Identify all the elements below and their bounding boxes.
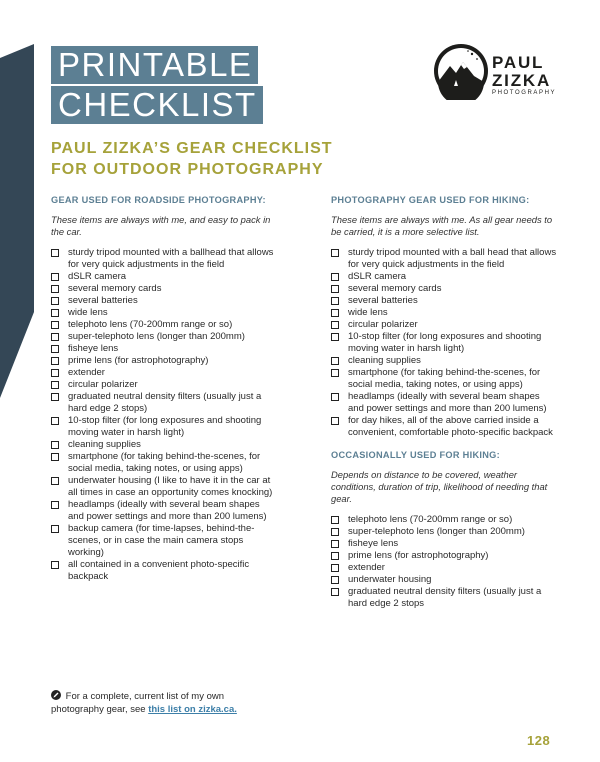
checklist-item-label: telephoto lens (70-200mm range or so) <box>348 514 513 525</box>
checkbox-icon[interactable] <box>51 501 59 509</box>
checklist-item <box>331 307 557 319</box>
checklist-item <box>51 523 277 559</box>
checklist-item <box>51 415 277 439</box>
checklist-item-label: smartphone (for taking behind-the-scenes, for social media, taking notes, or using apps) <box>348 367 541 390</box>
checkbox-icon[interactable] <box>51 453 59 461</box>
checklist-item <box>331 367 557 391</box>
checklist-item <box>331 562 557 574</box>
checklist-item <box>51 367 277 379</box>
checklist-item <box>51 559 277 583</box>
gear-list-link[interactable]: this list on zizka.ca. <box>148 703 237 715</box>
checklist-item-label: wide lens <box>68 307 108 318</box>
main-heading <box>51 138 351 180</box>
checklist-item <box>51 295 277 307</box>
title-line-2: CHECKLIST <box>51 86 263 124</box>
checkbox-icon[interactable] <box>331 576 339 584</box>
checklist-item <box>51 283 277 295</box>
side-decor-band <box>0 0 34 762</box>
checklist-item-label: cleaning supplies <box>348 355 421 366</box>
occasional-section-intro: Depends on distance to be covered, weather conditions, duration of trip, likelihood of needing that gear. <box>331 469 548 504</box>
checkbox-icon[interactable] <box>331 369 339 377</box>
checklist-item-label: underwater housing <box>348 574 432 585</box>
checklist-item-label: 10-stop filter (for long exposures and shooting moving water in harsh light) <box>348 331 542 354</box>
checklist-item <box>331 319 557 331</box>
checklist-item-label: graduated neutral density filters (usually just a hard edge 2 stops <box>348 586 542 609</box>
footer-note <box>51 690 261 716</box>
hiking-section-title: PHOTOGRAPHY GEAR USED FOR HIKING: <box>331 195 530 205</box>
checklist-item-label: prime lens (for astrophotography) <box>68 355 209 366</box>
mountain-logo-icon <box>432 42 490 100</box>
checklist-item <box>51 247 277 271</box>
checkbox-icon[interactable] <box>331 321 339 329</box>
checkbox-icon[interactable] <box>51 273 59 281</box>
checklist-item-label: several memory cards <box>348 283 442 294</box>
checklist-item-label: for day hikes, all of the above carried inside a convenient, comfortable photo-specific backpack <box>348 415 553 438</box>
checkbox-icon[interactable] <box>51 417 59 425</box>
checklist-item <box>51 307 277 319</box>
checklist-item <box>331 550 557 562</box>
checklist-item-label: super-telephoto lens (longer than 200mm) <box>68 331 245 342</box>
checklist-item <box>51 439 277 451</box>
checklist-item-label: extender <box>348 562 385 573</box>
checklist-item-label: smartphone (for taking behind-the-scenes, for social media, taking notes, or using apps) <box>68 451 261 474</box>
checklist-item <box>331 283 557 295</box>
checklist-item-label: telephoto lens (70-200mm range or so) <box>68 319 233 330</box>
checkbox-icon[interactable] <box>331 297 339 305</box>
checkbox-icon[interactable] <box>51 441 59 449</box>
checklist-item-label: headlamps (ideally with several beam shapes and power settings and more than 200 lumens) <box>348 391 547 414</box>
checklist-item-label: dSLR camera <box>68 271 127 282</box>
checklist-item-label: underwater housing (I like to have it in the car at all times in case an opportunity comes knocking) <box>68 475 273 498</box>
hiking-section-intro: These items are always with me. As all gear needs to be carried, it is a more selective list. <box>331 214 553 237</box>
checklist-item-label: several batteries <box>68 295 138 306</box>
checkbox-icon[interactable] <box>51 393 59 401</box>
occasional-checklist <box>331 514 557 610</box>
roadside-checklist <box>51 247 277 583</box>
checklist-item <box>51 319 277 331</box>
logo-subtitle: PHOTOGRAPHY <box>492 90 557 96</box>
occasional-section-title: OCCASIONALLY USED FOR HIKING: <box>331 450 500 460</box>
checklist-item-label: sturdy tripod mounted with a ball head that allows for very quick adjustments in the field <box>348 247 557 270</box>
checklist-item <box>331 526 557 538</box>
checkbox-icon[interactable] <box>331 285 339 293</box>
checkbox-icon[interactable] <box>51 333 59 341</box>
checklist-item <box>51 499 277 523</box>
checklist-item <box>331 391 557 415</box>
checklist-item-label: several memory cards <box>68 283 162 294</box>
checkbox-icon[interactable] <box>51 321 59 329</box>
checklist-item <box>331 538 557 550</box>
checklist-item-label: fisheye lens <box>348 538 399 549</box>
checkbox-icon[interactable] <box>331 309 339 317</box>
roadside-section-title: GEAR USED FOR ROADSIDE PHOTOGRAPHY: <box>51 195 266 205</box>
checkbox-icon[interactable] <box>51 357 59 365</box>
checklist-item-label: circular polarizer <box>68 379 138 390</box>
checklist-item <box>51 451 277 475</box>
checklist-item <box>51 391 277 415</box>
checklist-item <box>331 331 557 355</box>
printable-checklist-title <box>51 46 263 124</box>
checkbox-icon[interactable] <box>331 552 339 560</box>
checklist-item <box>51 379 277 391</box>
checkbox-icon[interactable] <box>51 477 59 485</box>
roadside-column <box>51 194 277 583</box>
checklist-item <box>51 475 277 499</box>
checklist-item-label: headlamps (ideally with several beam shapes and power settings and more than 200 lumens) <box>68 499 267 522</box>
checkbox-icon[interactable] <box>331 393 339 401</box>
checklist-item <box>331 586 557 610</box>
logo-name-first: PAUL <box>492 53 545 72</box>
checklist-item-label: wide lens <box>348 307 388 318</box>
checkbox-icon[interactable] <box>51 525 59 533</box>
checkbox-icon[interactable] <box>331 528 339 536</box>
checklist-item <box>331 415 557 439</box>
checklist-item <box>51 343 277 355</box>
checklist-item-label: circular polarizer <box>348 319 418 330</box>
footer-text: For a complete, current list of my own photography gear, see <box>51 691 225 715</box>
checkbox-icon[interactable] <box>51 285 59 293</box>
checklist-item-label: sturdy tripod mounted with a ballhead that allows for very quick adjustments in the field <box>68 247 274 270</box>
checklist-item <box>331 514 557 526</box>
checkbox-icon[interactable] <box>331 564 339 572</box>
checkbox-icon[interactable] <box>51 345 59 353</box>
checkbox-icon[interactable] <box>331 357 339 365</box>
checkbox-icon[interactable] <box>51 309 59 317</box>
checklist-item <box>51 331 277 343</box>
checklist-item-label: extender <box>68 367 105 378</box>
main-heading-line-1: PAUL ZIZKA’S GEAR CHECKLIST <box>51 140 333 157</box>
hiking-checklist <box>331 247 557 439</box>
checkbox-icon[interactable] <box>51 369 59 377</box>
checklist-item-label: cleaning supplies <box>68 439 141 450</box>
roadside-section-intro: These items are always with me, and easy to pack in the car. <box>51 214 271 237</box>
checklist-item-label: graduated neutral density filters (usually just a hard edge 2 stops) <box>68 391 262 414</box>
checkbox-icon[interactable] <box>51 249 59 257</box>
checklist-item <box>331 355 557 367</box>
checkbox-icon[interactable] <box>331 249 339 257</box>
checkbox-icon[interactable] <box>331 516 339 524</box>
checklist-item-label: several batteries <box>348 295 418 306</box>
paul-zizka-logo <box>432 42 562 104</box>
checklist-item-label: super-telephoto lens (longer than 200mm) <box>348 526 525 537</box>
checklist-item-label: fisheye lens <box>68 343 119 354</box>
checklist-item-label: 10-stop filter (for long exposures and shooting moving water in harsh light) <box>68 415 262 438</box>
checkbox-icon[interactable] <box>51 297 59 305</box>
checkbox-icon[interactable] <box>51 381 59 389</box>
checkbox-icon[interactable] <box>331 333 339 341</box>
checkbox-icon[interactable] <box>331 273 339 281</box>
checklist-item <box>331 295 557 307</box>
checklist-item <box>331 574 557 586</box>
checklist-item <box>51 271 277 283</box>
checklist-item-label: backup camera (for time-lapses, behind-the-scenes, or in case the main camera stops working) <box>68 523 255 558</box>
checklist-item-label: all contained in a convenient photo-specific backpack <box>68 559 250 582</box>
checklist-item <box>331 271 557 283</box>
checklist-item-label: prime lens (for astrophotography) <box>348 550 489 561</box>
hiking-column <box>331 194 557 610</box>
checklist-item <box>331 247 557 271</box>
checkbox-icon[interactable] <box>51 561 59 569</box>
pencil-badge-icon <box>51 690 61 700</box>
checklist-item <box>51 355 277 367</box>
checkbox-icon[interactable] <box>331 588 339 596</box>
page-number: 128 <box>527 733 551 748</box>
title-line-1: PRINTABLE <box>51 46 258 84</box>
checkbox-icon[interactable] <box>331 540 339 548</box>
logo-name-last: ZIZKA <box>492 71 552 90</box>
checklist-item-label: dSLR camera <box>348 271 407 282</box>
main-heading-line-2: FOR OUTDOOR PHOTOGRAPHY <box>51 161 324 178</box>
checkbox-icon[interactable] <box>331 417 339 425</box>
